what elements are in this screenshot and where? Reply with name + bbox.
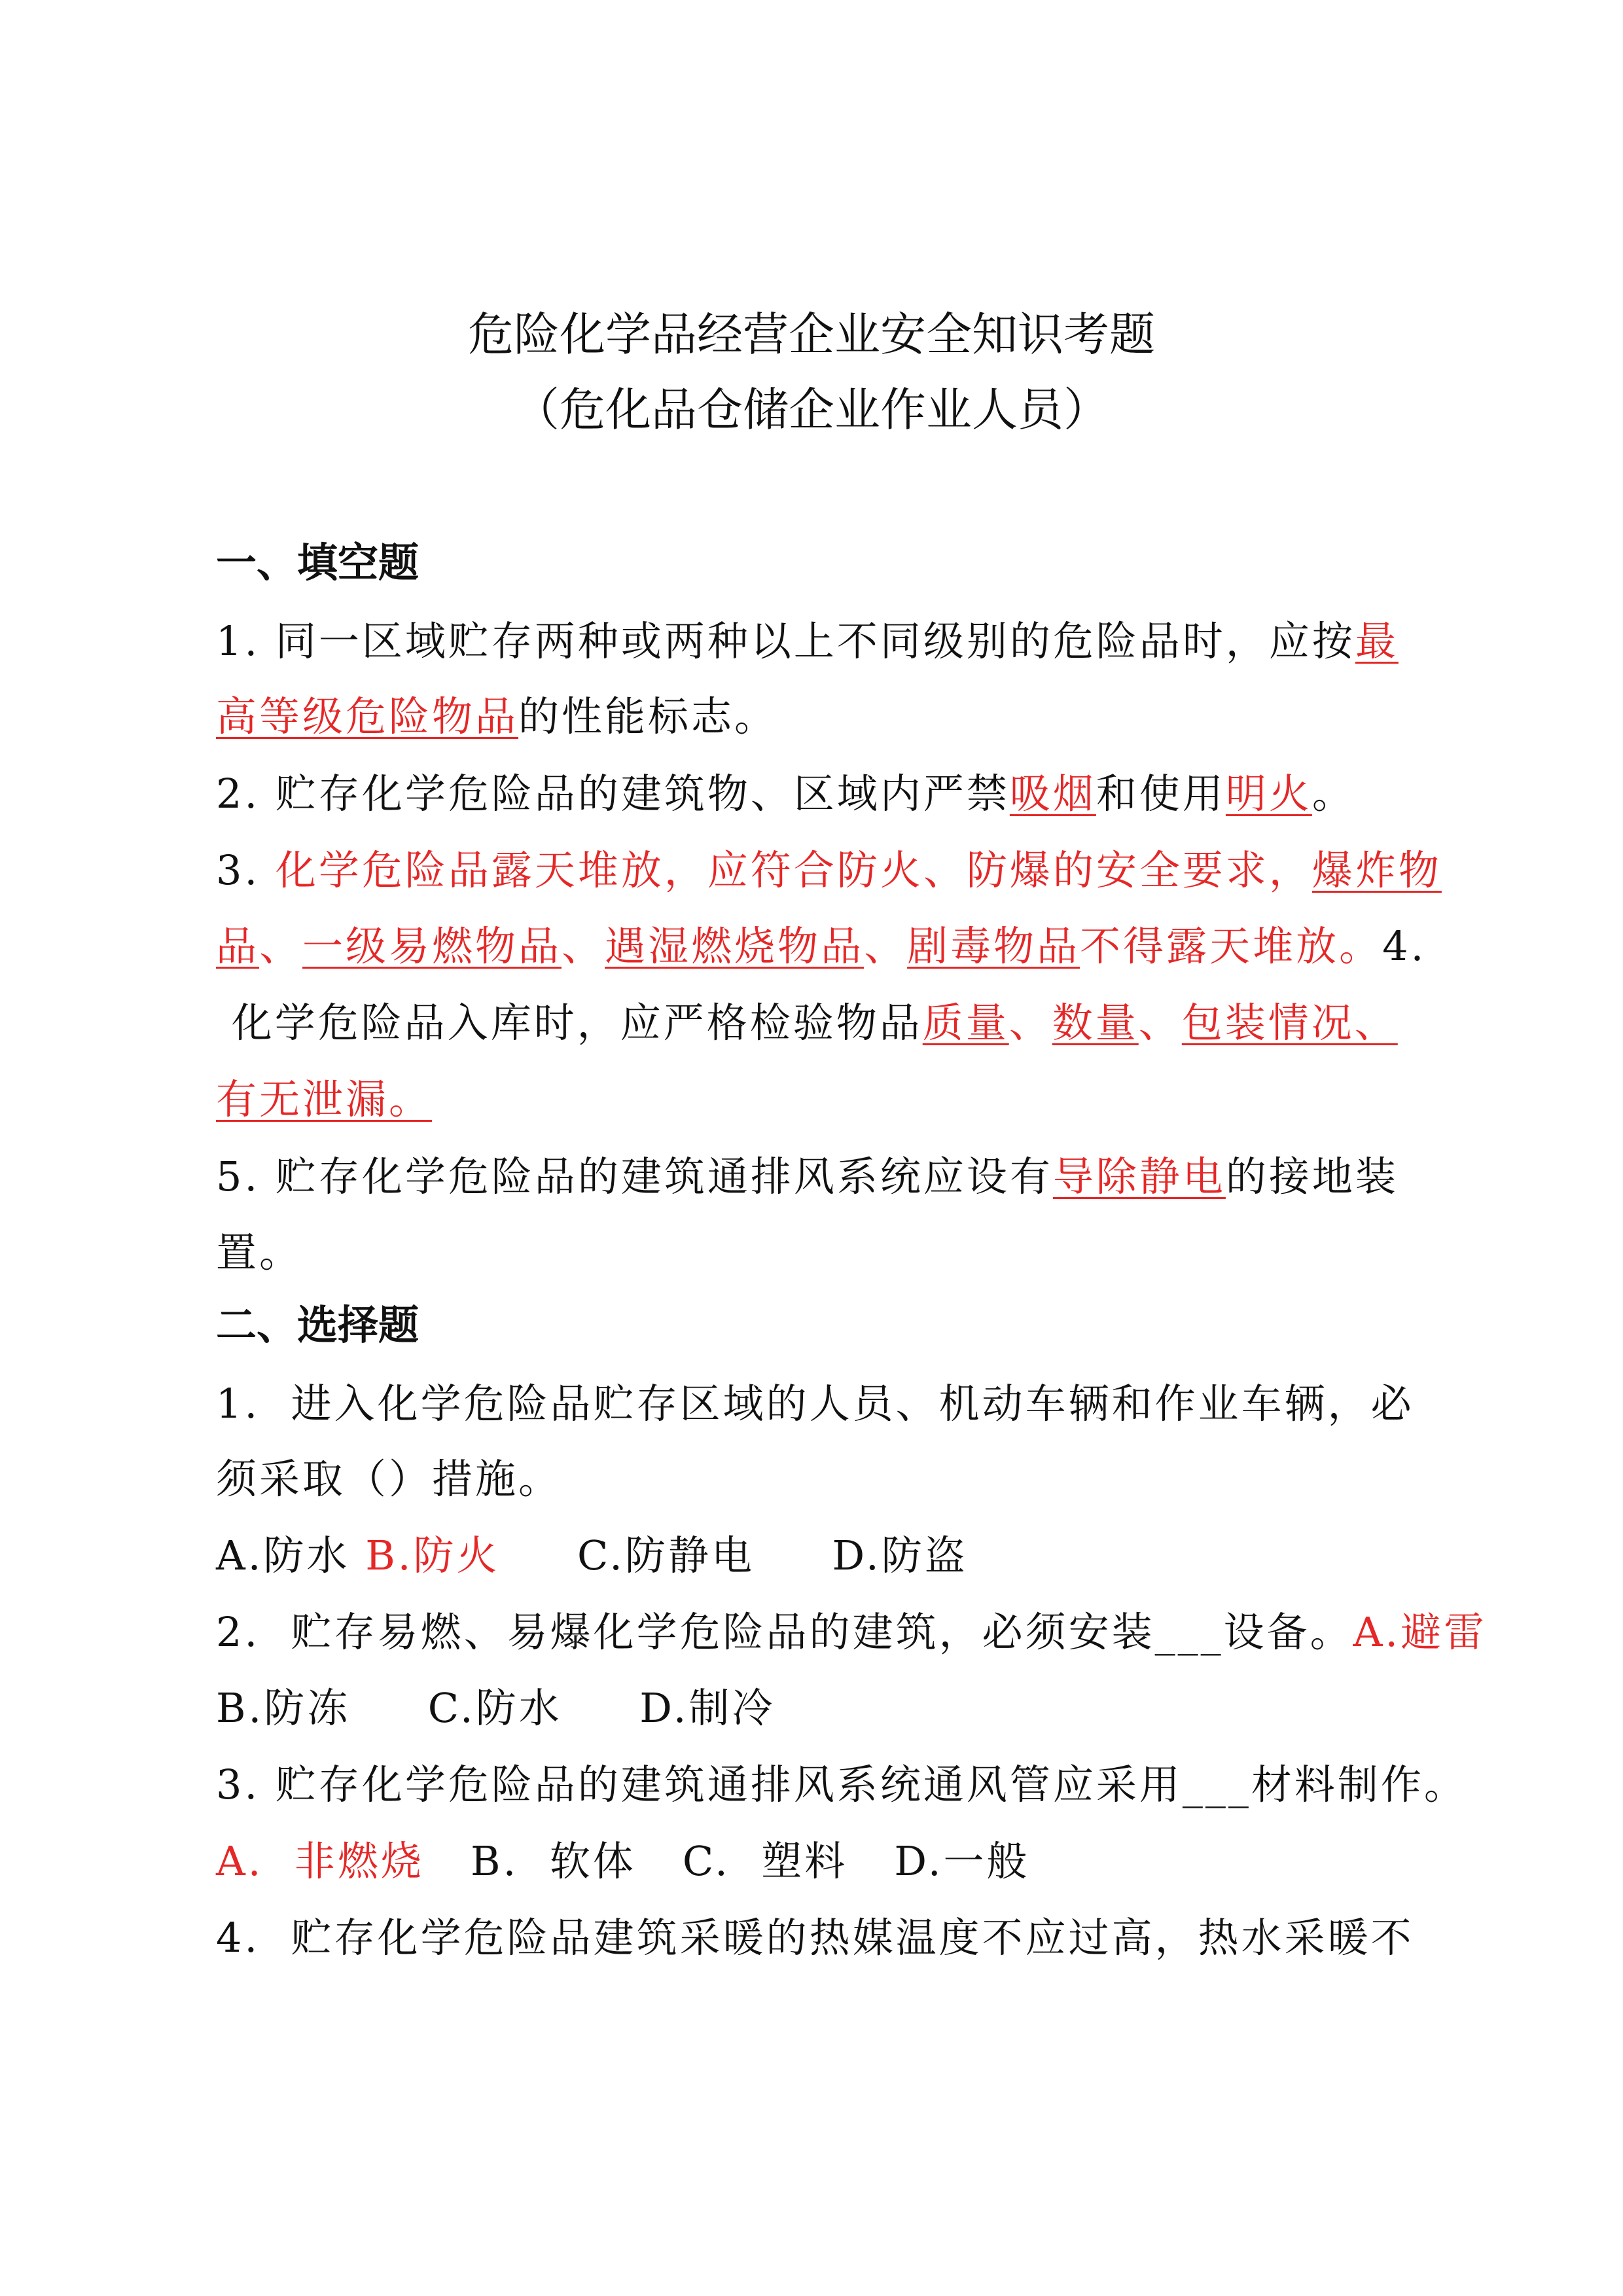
question-text: 须采取（）措施。 — [216, 1455, 562, 1503]
question-text: 品、一级易燃物品、遇湿燃烧物品、剧毒物品不得露天堆放。4. — [216, 922, 1427, 970]
question-text: 化学危险品入库时，应严格检验物品质量、数量、包装情况、 — [216, 999, 1398, 1047]
correct-option: A.避雷 — [1353, 1608, 1488, 1656]
answer-text: 有无泄漏。 — [216, 1075, 433, 1123]
answer-text: 最 — [1355, 617, 1399, 665]
answer-text: 化学危险品露天堆放，应符合防火、防爆的安全要求， — [275, 846, 1312, 894]
question-text: 1. 同一区域贮存两种或两种以上不同级别的危险品时，应按最 — [216, 617, 1399, 665]
answer-text: 高等级危险物品 — [216, 692, 519, 740]
section-heading-fill-in: 一、填空题 — [216, 539, 419, 586]
question-text: 2. 贮存化学危险品的建筑物、区域内严禁吸烟和使用明火。 — [216, 770, 1355, 817]
answer-text: 包装情况、 — [1181, 999, 1398, 1047]
answer-options: A.防水 B.防火 C.防静电 D.防盗 — [216, 1532, 968, 1579]
question-text: 3. 贮存化学危险品的建筑通排风系统通风管应采用___材料制作。 — [216, 1761, 1467, 1808]
answer-text: 吸烟 — [1009, 770, 1096, 817]
question-text: 4. 贮存化学危险品建筑采暖的热媒温度不应过高，热水采暖不 — [216, 1914, 1414, 1962]
answer-text: 遇湿燃烧物品 — [605, 922, 865, 970]
correct-option: B.防火 — [365, 1532, 500, 1579]
question-text — [216, 1067, 432, 1125]
answer-text: 质量 — [922, 999, 1009, 1047]
document-subtitle: （危化品仓储企业作业人员） — [514, 383, 1109, 437]
question-text: 置。 — [216, 1229, 303, 1276]
answer-text: 品 — [216, 922, 260, 970]
answer-text: 数量 — [1052, 999, 1139, 1047]
question-text: 高等级危险物品的性能标志。 — [216, 692, 778, 740]
answer-options: A. 非燃烧 B. 软体 C. 塑料 D.一般 — [216, 1837, 1030, 1885]
correct-option: A. 非燃烧 — [216, 1837, 424, 1885]
document-title: 危险化学品经营企业安全知识考题 — [468, 308, 1155, 361]
answer-text: 剧毒物品 — [907, 922, 1080, 970]
question-text: 5. 贮存化学危险品的建筑通排风系统应设有导除静电的接地装 — [216, 1153, 1399, 1200]
answer-options: B.防冻 C.防水 D.制冷 — [216, 1684, 776, 1732]
question-text: 1. 进入化学危险品贮存区域的人员、机动车辆和作业车辆，必 — [216, 1380, 1414, 1427]
answer-text: 明火 — [1225, 770, 1312, 817]
answer-text: 爆炸物 — [1311, 846, 1442, 894]
answer-text: 一级易燃物品 — [302, 922, 562, 970]
question-text: 2. 贮存易燃、易爆化学危险品的建筑，必须安装___设备。A.避雷 — [216, 1608, 1488, 1656]
answer-text: 导除静电 — [1052, 1153, 1226, 1200]
section-heading-choice: 二、选择题 — [216, 1301, 419, 1349]
question-text: 3. 化学危险品露天堆放，应符合防火、防爆的安全要求，爆炸物 — [216, 846, 1442, 894]
